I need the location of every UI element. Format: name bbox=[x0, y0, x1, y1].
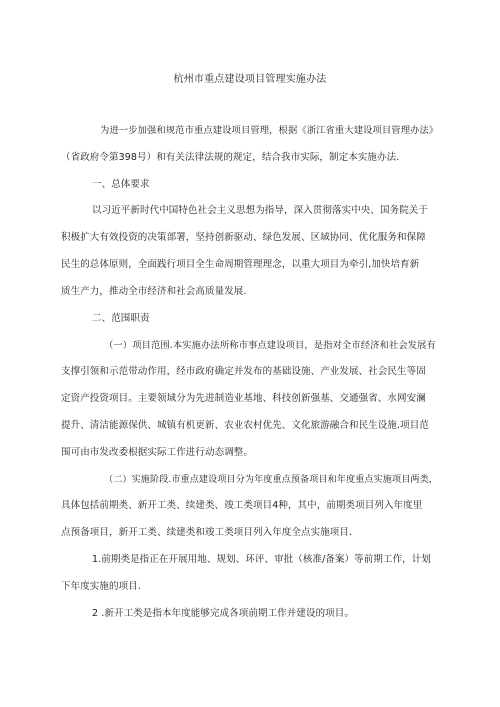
section-heading: 一、总体要求 bbox=[92, 179, 150, 190]
document-title: 杭州市重点建设项目管理实施办法 bbox=[173, 74, 327, 85]
section-heading: 二、范围职责 bbox=[92, 313, 150, 324]
paragraph-line: 提升、清洁能源保供、城镇有机更新、农业农村优先、文化旅游融合和民生设施.项目范 bbox=[61, 420, 429, 431]
paragraph-line: 围可由市发改委根据实际工作进行动态调整。 bbox=[61, 447, 254, 458]
paragraph-line: 支撑引领和示范带动作用，经市政府确定并发布的基础设施、产业发展、社会民生等固 bbox=[61, 366, 426, 377]
paragraph-line: （一）项目范围.本实施办法所称市事点建设项目，是指对全市经济和社会发展有 bbox=[104, 340, 436, 351]
paragraph-line: 积极扩大有效投资的决策部署，坚持创新驱动、绿色发展、区域协同、优化服务和保障 bbox=[61, 232, 426, 243]
paragraph-line: 2 .新开工类是指本年度能够完成各项前期工作并建设的项目。 bbox=[92, 608, 354, 619]
paragraph-line: 民生的总体原则，全面践行项目全生命周期管理理念，以重大项目为牵引,加快培育新 bbox=[61, 259, 420, 270]
paragraph-line: 以习近平新时代中国特色社会主义思想为指导，深入贯彻落实中央、国务院关于 bbox=[92, 205, 429, 216]
paragraph-line: 定资产投资项目。主要领域分为先进制造业基地、科技创新强基、交通强省、水网安澜 bbox=[61, 393, 426, 404]
paragraph-line: 质生产力，推动全市经济和社会高质量发展. bbox=[61, 286, 247, 297]
paragraph-line: 1.前期类是指正在开展用地、规划、环评、审批（核准/备案）等前期工作，计划 bbox=[92, 554, 431, 565]
paragraph-line: 点预备项目，新开工类、续建类和竣工类项目列入年度全点实施项目. bbox=[61, 527, 353, 538]
paragraph-line: （省政府令第398号）和有关法律法规的规定，结合我市实际，制定本实施办法. bbox=[61, 152, 400, 163]
paragraph-line: 为进一步加强和规范市重点建设项目管理，根据《浙江省重大建设项目管理办法》 bbox=[100, 125, 439, 136]
paragraph-line: 具体包括前期类、新开工类、续建类、竣工类项目4种，其中，前期类项目列入年度里 bbox=[61, 500, 423, 511]
paragraph-line: 下年度实施的项目. bbox=[61, 581, 141, 592]
paragraph-line: （二）实施阶段.市重点建设项目分为年度重点预备项目和年度重点实施项目两类， bbox=[104, 475, 438, 485]
